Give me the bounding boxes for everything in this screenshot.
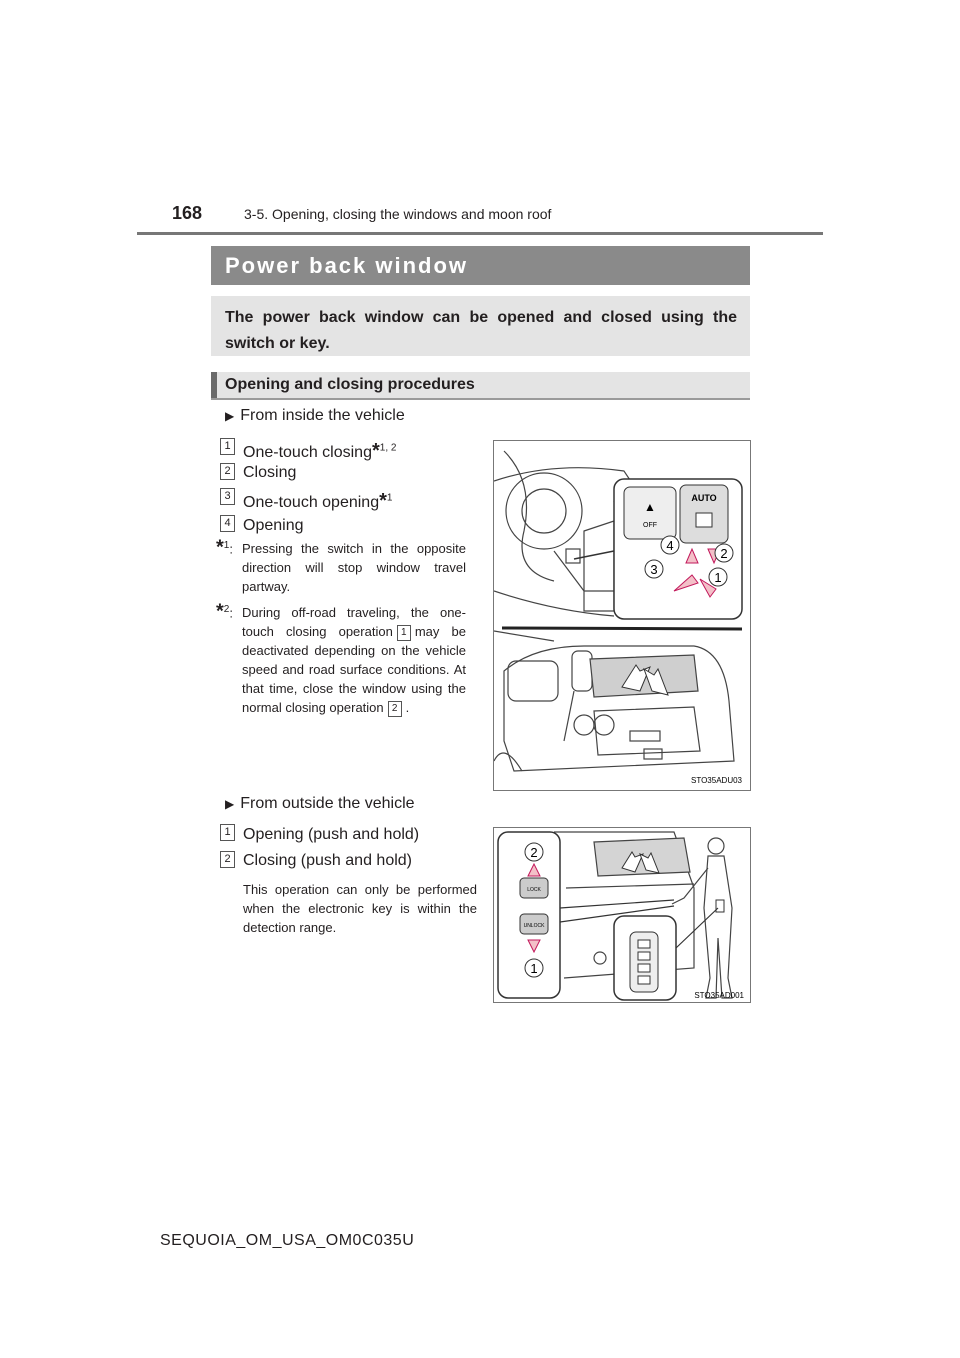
callout-1: 1 bbox=[530, 961, 538, 976]
footnote-2-text-c: . bbox=[405, 700, 410, 715]
footnote-2-text-b: may be deactivated depending on the vehicle speed and road surface conditions. At that time, close the window using the normal closing operation bbox=[242, 624, 466, 715]
asterisk-mark: * bbox=[379, 490, 387, 512]
item-opening bbox=[243, 517, 304, 535]
outside-heading bbox=[225, 795, 415, 813]
section-bar bbox=[211, 372, 750, 400]
intro-box bbox=[211, 296, 750, 356]
section-accent bbox=[211, 372, 217, 398]
unlock-label: UNLOCK bbox=[523, 923, 545, 929]
key-illustration bbox=[494, 828, 750, 1002]
item-number: 2 bbox=[220, 463, 235, 480]
item-number: 4 bbox=[220, 515, 235, 532]
asterisk-mark: * bbox=[216, 536, 224, 559]
back-window-icon bbox=[696, 513, 712, 527]
footnote-mark: 2 bbox=[223, 604, 230, 615]
item-label: One-touch closing bbox=[243, 444, 372, 461]
auto-label: AUTO bbox=[691, 493, 717, 503]
ref-box: 1 bbox=[397, 625, 411, 641]
item-one-touch-closing bbox=[243, 440, 396, 463]
ref-box: 2 bbox=[388, 701, 402, 717]
lock-label: LOCK bbox=[527, 887, 541, 893]
item-sup: 1 bbox=[386, 492, 393, 504]
key-in-pocket-icon bbox=[716, 900, 724, 912]
callout-2: 2 bbox=[530, 845, 538, 860]
outside-description: This operation can only be performed when the electronic key is within the detection range. bbox=[243, 882, 477, 935]
figure-outside-key bbox=[493, 827, 751, 1003]
item-label: One-touch opening bbox=[243, 494, 380, 511]
item-number: 3 bbox=[220, 488, 235, 505]
footer-code: SEQUOIA_OM_USA_OM0C035U bbox=[160, 1232, 415, 1249]
asterisk-mark: * bbox=[371, 440, 380, 462]
title-bar bbox=[211, 246, 750, 285]
intro-text: The power back window can be opened and closed using the switch or key. bbox=[225, 309, 737, 352]
footnote-mark: 1 bbox=[223, 540, 230, 551]
footnote-2-body bbox=[242, 603, 466, 717]
figure-code: STO35ADU03 bbox=[691, 776, 742, 785]
footnote-1: *$^1$: Pressing the switch in the opposite direction will stop window travel partway. bbox=[216, 536, 466, 594]
item-number: 1 bbox=[220, 438, 235, 455]
callout-3: 3 bbox=[650, 562, 658, 577]
item-number: 1 bbox=[220, 824, 235, 841]
item-label: Closing bbox=[243, 464, 297, 481]
item-outside-closing: Closing (push and hold) bbox=[243, 852, 412, 869]
item-closing bbox=[243, 464, 296, 482]
item-outside-opening: Opening (push and hold) bbox=[243, 826, 420, 843]
item-number: 2 bbox=[220, 851, 235, 868]
figure-inside-switch bbox=[493, 440, 751, 791]
callout-2: 2 bbox=[720, 546, 728, 561]
page-title: Power back window bbox=[225, 253, 469, 278]
footnote-1-text: Pressing the switch in the opposite direction will stop window travel partway. bbox=[242, 541, 466, 594]
inside-heading-text: From inside the vehicle bbox=[240, 407, 405, 424]
item-label: Opening bbox=[243, 517, 304, 534]
item-sup: 1, 2 bbox=[379, 442, 397, 454]
item-one-touch-opening bbox=[243, 490, 392, 513]
page-number: 168 bbox=[172, 203, 203, 223]
footnote-2-text-a: During off-road traveling, the one-touch closing operation bbox=[242, 605, 466, 639]
header-rule bbox=[137, 232, 823, 235]
off-label: OFF bbox=[643, 522, 657, 529]
inside-heading bbox=[225, 407, 405, 425]
vehicle-rear-illustration bbox=[494, 646, 734, 771]
car-icon: ▲ bbox=[644, 500, 656, 514]
figure-divider bbox=[502, 628, 742, 629]
callout-1: 1 bbox=[714, 570, 722, 585]
dashboard-illustration bbox=[494, 441, 750, 790]
section-heading: Opening and closing procedures bbox=[225, 376, 475, 393]
bullet-triangle-icon: ▶ bbox=[225, 409, 235, 423]
bullet-triangle-icon: ▶ bbox=[225, 797, 235, 811]
footnote-2: *$^2$: During off-road traveling, the one-touch closing operation 1 may be deactivated depending on the vehicle speed and road surface conditions. At that time, close the window using the normal closing operation 2 . bbox=[216, 600, 466, 715]
asterisk-mark: * bbox=[216, 600, 224, 623]
figure-code: STO35AD001 bbox=[694, 991, 744, 1000]
chapter-title: 3-5. Opening, closing the windows and moon roof bbox=[244, 206, 552, 222]
callout-4: 4 bbox=[666, 538, 674, 553]
outside-heading-text: From outside the vehicle bbox=[240, 795, 415, 812]
